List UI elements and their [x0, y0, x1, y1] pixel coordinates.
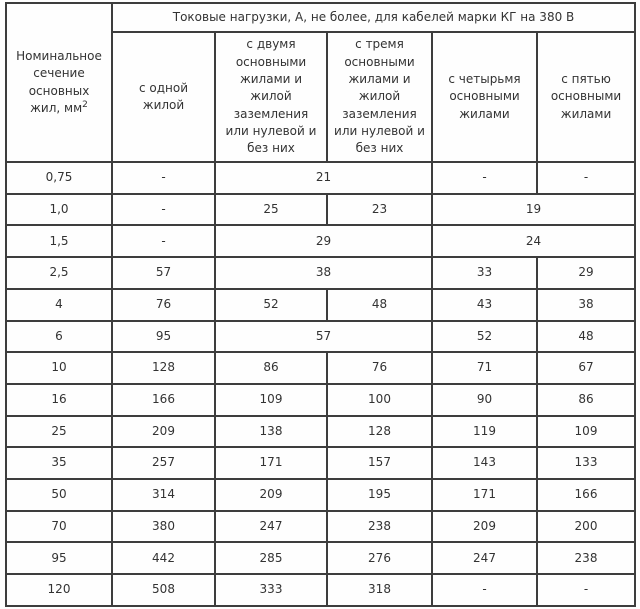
value-cell: 133: [537, 447, 635, 479]
section-cell: 120: [6, 574, 112, 606]
column-header-three-cores: с тремя основными жилами и жилой заземления или нулевой и без них: [327, 32, 432, 162]
value-cell: -: [537, 162, 635, 194]
table-row: [6, 225, 635, 257]
table-title-cell: Токовые нагрузки, А, не более, для кабелей марки КГ на 380 В: [112, 3, 635, 32]
current-load-table: [5, 2, 636, 607]
value-cell: 38: [215, 257, 432, 289]
value-cell: 285: [215, 542, 327, 574]
table-row: [6, 289, 635, 321]
value-cell: 209: [432, 511, 537, 543]
value-cell: 86: [537, 384, 635, 416]
value-cell: 238: [537, 542, 635, 574]
value-cell: 29: [537, 257, 635, 289]
value-cell: 508: [112, 574, 215, 606]
value-cell: 200: [537, 511, 635, 543]
table-title-row: [6, 3, 635, 32]
value-cell: 29: [215, 225, 432, 257]
table-row: [6, 542, 635, 574]
section-cell: 35: [6, 447, 112, 479]
value-cell: 247: [432, 542, 537, 574]
row-header-label: Номинальное сечение основных жил, мм: [16, 48, 102, 115]
section-cell: 16: [6, 384, 112, 416]
value-cell: 276: [327, 542, 432, 574]
section-cell: 25: [6, 416, 112, 448]
table-row: [6, 352, 635, 384]
value-cell: -: [432, 162, 537, 194]
value-cell: 119: [432, 416, 537, 448]
table-row: [6, 321, 635, 353]
section-cell: 4: [6, 289, 112, 321]
value-cell: -: [432, 574, 537, 606]
section-cell: 95: [6, 542, 112, 574]
value-cell: -: [537, 574, 635, 606]
table-row: [6, 162, 635, 194]
value-cell: 143: [432, 447, 537, 479]
value-cell: 57: [112, 257, 215, 289]
section-cell: 6: [6, 321, 112, 353]
row-header-superscript: 2: [82, 99, 88, 110]
value-cell: -: [112, 162, 215, 194]
value-cell: 171: [432, 479, 537, 511]
section-cell: 10: [6, 352, 112, 384]
value-cell: 209: [215, 479, 327, 511]
value-cell: 67: [537, 352, 635, 384]
section-cell: 1,0: [6, 194, 112, 226]
section-cell: 50: [6, 479, 112, 511]
value-cell: 209: [112, 416, 215, 448]
value-cell: 166: [112, 384, 215, 416]
value-cell: 238: [327, 511, 432, 543]
value-cell: 48: [327, 289, 432, 321]
table-row: [6, 447, 635, 479]
value-cell: 109: [537, 416, 635, 448]
value-cell: 380: [112, 511, 215, 543]
value-cell: 48: [537, 321, 635, 353]
value-cell: 95: [112, 321, 215, 353]
table-row: [6, 257, 635, 289]
value-cell: 33: [432, 257, 537, 289]
column-header-four-cores: с четырьмя основными жилами: [432, 32, 537, 162]
row-header-section-cell: [6, 3, 112, 162]
section-cell: 1,5: [6, 225, 112, 257]
value-cell: 90: [432, 384, 537, 416]
value-cell: 52: [432, 321, 537, 353]
value-cell: 442: [112, 542, 215, 574]
value-cell: 100: [327, 384, 432, 416]
value-cell: 23: [327, 194, 432, 226]
value-cell: 128: [327, 416, 432, 448]
value-cell: 195: [327, 479, 432, 511]
value-cell: 138: [215, 416, 327, 448]
section-cell: 70: [6, 511, 112, 543]
value-cell: 318: [327, 574, 432, 606]
value-cell: 109: [215, 384, 327, 416]
value-cell: 171: [215, 447, 327, 479]
value-cell: 76: [327, 352, 432, 384]
value-cell: -: [112, 225, 215, 257]
table-row: [6, 194, 635, 226]
table-row: [6, 511, 635, 543]
value-cell: 86: [215, 352, 327, 384]
value-cell: 128: [112, 352, 215, 384]
column-header-two-cores: с двумя основными жилами и жилой заземления или нулевой и без них: [215, 32, 327, 162]
value-cell: 247: [215, 511, 327, 543]
value-cell: 157: [327, 447, 432, 479]
value-cell: 76: [112, 289, 215, 321]
value-cell: 314: [112, 479, 215, 511]
value-cell: 52: [215, 289, 327, 321]
table-row: [6, 384, 635, 416]
table-row: [6, 574, 635, 606]
column-header-one-core: с одной жилой: [112, 32, 215, 162]
value-cell: 257: [112, 447, 215, 479]
value-cell: 25: [215, 194, 327, 226]
section-cell: 0,75: [6, 162, 112, 194]
value-cell: 21: [215, 162, 432, 194]
table-body: [6, 162, 635, 606]
table-row: [6, 479, 635, 511]
value-cell: 38: [537, 289, 635, 321]
value-cell: 19: [432, 194, 635, 226]
value-cell: -: [112, 194, 215, 226]
value-cell: 57: [215, 321, 432, 353]
value-cell: 166: [537, 479, 635, 511]
value-cell: 24: [432, 225, 635, 257]
column-header-five-cores: с пятью основными жилами: [537, 32, 635, 162]
value-cell: 71: [432, 352, 537, 384]
value-cell: 333: [215, 574, 327, 606]
section-cell: 2,5: [6, 257, 112, 289]
value-cell: 43: [432, 289, 537, 321]
table-row: [6, 416, 635, 448]
